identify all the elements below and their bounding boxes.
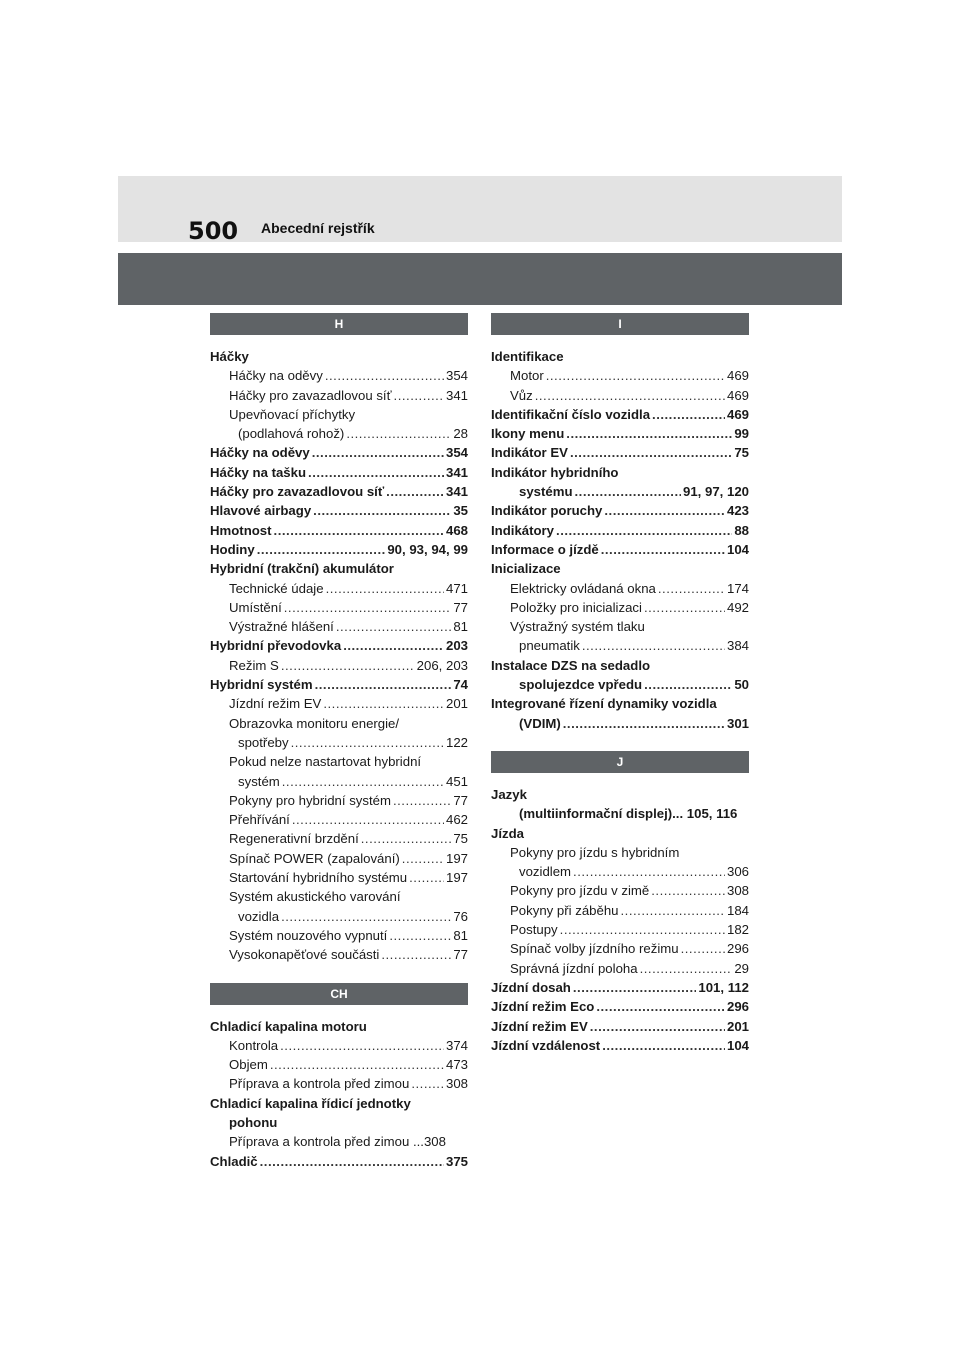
index-entry-page: 77 xyxy=(453,792,468,808)
index-entry-label: pneumatik xyxy=(519,638,580,654)
index-entry-page: 296 xyxy=(726,941,749,957)
index-entry-page: 306 xyxy=(726,864,749,880)
index-entry xyxy=(210,443,468,462)
index-entry xyxy=(491,959,749,978)
index-entry xyxy=(210,829,468,848)
index-entry-label: Položky pro inicializaci xyxy=(510,599,642,615)
dot-leader xyxy=(389,926,451,945)
dot-leader xyxy=(292,810,444,829)
index-entry-label: Identifikační číslo vozidla xyxy=(491,406,651,422)
index-entry-label: vozidlem xyxy=(519,864,572,880)
index-entry-page: 375 xyxy=(445,1153,468,1169)
index-entry-label: Chladič xyxy=(210,1153,258,1169)
index-entry-page: 354 xyxy=(445,368,468,384)
index-entry xyxy=(491,939,749,958)
dot-leader xyxy=(652,405,725,424)
index-entry-page: 301 xyxy=(726,715,749,731)
index-entry xyxy=(491,482,749,501)
index-entry-label: Technické údaje xyxy=(229,580,324,596)
index-entry-label: spotřeby xyxy=(238,734,289,750)
index-entry-page: 50 xyxy=(734,677,749,693)
index-entry xyxy=(491,366,749,385)
index-entry xyxy=(210,752,468,771)
index-entry xyxy=(491,617,749,636)
index-entry-label: (multiinformační displej)... 105, 116 xyxy=(519,806,738,822)
index-entry xyxy=(491,598,749,617)
dot-leader xyxy=(566,424,732,443)
index-entry-label: Vůz xyxy=(510,387,533,403)
dot-leader xyxy=(601,540,725,559)
dot-leader xyxy=(386,482,444,501)
dot-leader xyxy=(326,579,444,598)
index-entry-label: Chladicí kapalina řídicí jednotky xyxy=(210,1095,411,1111)
index-entry-list xyxy=(210,1017,468,1171)
index-entry xyxy=(210,617,468,636)
dot-leader xyxy=(291,733,444,752)
index-entry-label: Integrované řízení dynamiky vozidla xyxy=(491,696,717,712)
index-entry-page: 197 xyxy=(445,870,468,886)
index-entry xyxy=(210,1017,468,1036)
index-entry-page: 182 xyxy=(726,922,749,938)
index-entry-page: 74 xyxy=(453,677,468,693)
index-entry xyxy=(210,424,468,443)
index-entry xyxy=(491,1036,749,1055)
index-column-right xyxy=(491,313,749,1055)
index-entry xyxy=(210,849,468,868)
index-entry-page: 473 xyxy=(445,1057,468,1073)
index-entry-label: (podlahová rohož) xyxy=(238,426,345,442)
index-entry-page: 296 xyxy=(726,999,749,1015)
index-entry-page: 75 xyxy=(453,831,468,847)
dot-leader xyxy=(402,849,444,868)
index-entry xyxy=(491,540,749,559)
dot-leader xyxy=(563,714,725,733)
index-entry xyxy=(491,579,749,598)
index-entry-label: Pokyny při záběhu xyxy=(510,902,619,918)
index-entry xyxy=(491,862,749,881)
index-entry-label: Indikátor hybridního xyxy=(491,464,619,480)
index-entry-label: Háčky pro zavazadlovou síť xyxy=(210,484,385,500)
index-entry-label: Hmotnost xyxy=(210,522,272,538)
dot-leader xyxy=(325,366,444,385)
dot-leader xyxy=(621,901,725,920)
index-entry-label: Inicializace xyxy=(491,561,561,577)
index-entry-page: 101, 112 xyxy=(698,979,749,995)
index-entry-page: 374 xyxy=(445,1037,468,1053)
index-entry-label: Systém nouzového vypnutí xyxy=(229,927,388,943)
index-entry-label: Jazyk xyxy=(491,786,527,802)
index-entry-page: 451 xyxy=(445,773,468,789)
index-entry-page: 469 xyxy=(726,368,749,384)
index-entry xyxy=(210,540,468,559)
index-entry-label: Informace o jízdě xyxy=(491,541,599,557)
index-entry-page: 354 xyxy=(445,445,468,461)
index-entry-label: Háčky na oděvy xyxy=(229,368,323,384)
dot-leader xyxy=(284,598,452,617)
dot-leader xyxy=(575,482,681,501)
index-entry-page: 462 xyxy=(445,812,468,828)
index-entry-label: Motor xyxy=(510,368,544,384)
index-entry-page: 201 xyxy=(445,696,468,712)
index-entry-page: 492 xyxy=(726,599,749,615)
index-entry-label: Hybridní (trakční) akumulátor xyxy=(210,561,394,577)
index-entry xyxy=(491,405,749,424)
index-entry-label: Výstražný systém tlaku xyxy=(510,619,645,635)
index-entry-page: 341 xyxy=(445,464,468,480)
dot-leader xyxy=(604,501,725,520)
index-entry-page: 99 xyxy=(734,426,749,442)
dot-leader xyxy=(308,463,444,482)
index-entry xyxy=(210,1152,468,1171)
dot-leader xyxy=(573,978,697,997)
dot-leader xyxy=(336,617,452,636)
index-entry-label: Jízdní režim EV xyxy=(491,1018,588,1034)
section-letter-bar: CH xyxy=(210,983,468,1005)
index-entry-page: 206, 203 xyxy=(416,657,468,673)
dot-leader xyxy=(651,881,725,900)
index-entry-label: Hodiny xyxy=(210,541,255,557)
dot-leader xyxy=(270,1055,444,1074)
index-entry-label: Pokud nelze nastartovat hybridní xyxy=(229,754,422,770)
index-column-left xyxy=(210,313,468,1171)
index-entry-label: Startování hybridního systému xyxy=(229,870,408,886)
index-entry xyxy=(210,463,468,482)
index-entry xyxy=(210,733,468,752)
index-entry xyxy=(491,386,749,405)
index-entry-page: 201 xyxy=(726,1018,749,1034)
index-entry xyxy=(210,1094,468,1113)
dot-leader xyxy=(658,579,725,598)
index-entry-page: 88 xyxy=(734,522,749,538)
dot-leader xyxy=(280,1036,444,1055)
index-entry xyxy=(491,824,749,843)
index-entry xyxy=(491,424,749,443)
index-entry-label: Indikátor EV xyxy=(491,445,568,461)
index-entry xyxy=(491,901,749,920)
index-entry-page: 29 xyxy=(734,960,749,976)
dot-leader xyxy=(560,920,725,939)
index-entry-list xyxy=(491,785,749,1055)
index-entry-page: 468 xyxy=(445,522,468,538)
index-entry-list xyxy=(210,347,468,965)
index-entry-label: Ikony menu xyxy=(491,426,565,442)
index-entry-page: 341 xyxy=(445,387,468,403)
index-entry-label: systému xyxy=(519,484,573,500)
index-entry-page: 384 xyxy=(726,638,749,654)
index-entry xyxy=(491,501,749,520)
index-entry xyxy=(210,1113,468,1132)
index-entry xyxy=(210,907,468,926)
index-entry-label: Regenerativní brzdění xyxy=(229,831,359,847)
dot-leader xyxy=(346,424,451,443)
index-entry-label: Hybridní převodovka xyxy=(210,638,342,654)
index-entry-label: (VDIM) xyxy=(519,715,561,731)
index-entry xyxy=(491,347,749,366)
index-entry-label: Jízda xyxy=(491,825,524,841)
page-section-title: Abecední rejstřík xyxy=(261,220,375,236)
index-entry xyxy=(210,1132,468,1151)
index-entry-label: Háčky xyxy=(210,349,249,364)
dot-leader xyxy=(281,907,451,926)
index-entry-label: Jízdní dosah xyxy=(491,979,571,995)
index-entry-label: Režim S xyxy=(229,657,279,673)
index-entry-page: 28 xyxy=(453,426,468,442)
index-entry-label: Háčky na tašku xyxy=(210,464,307,480)
index-entry-page: 308 xyxy=(445,1076,468,1092)
dot-leader xyxy=(582,636,725,655)
dot-leader xyxy=(644,675,732,694)
dot-leader xyxy=(257,540,386,559)
index-entry-label: systém xyxy=(238,773,280,789)
index-entry-label: Spínač volby jízdního režimu xyxy=(510,941,679,957)
index-entry-page: 77 xyxy=(453,599,468,615)
index-entry-label: Háčky pro zavazadlovou síť xyxy=(229,387,392,403)
index-entry-page: 308 xyxy=(726,883,749,899)
dot-leader xyxy=(411,1074,444,1093)
index-entry-label: Kontrola xyxy=(229,1037,279,1053)
index-entry-page: 423 xyxy=(726,503,749,519)
index-entry-page: 469 xyxy=(726,406,749,422)
index-entry xyxy=(210,810,468,829)
index-entry xyxy=(210,521,468,540)
dot-leader xyxy=(644,598,725,617)
index-entry xyxy=(210,945,468,964)
index-entry-page: 197 xyxy=(445,850,468,866)
index-entry xyxy=(491,694,749,713)
index-entry xyxy=(210,366,468,385)
dot-leader xyxy=(535,386,725,405)
dot-leader xyxy=(681,939,725,958)
section-letter-bar: I xyxy=(491,313,749,335)
dot-leader xyxy=(260,1152,444,1171)
page-number: 500 xyxy=(188,217,239,245)
dot-leader xyxy=(556,521,732,540)
index-entry xyxy=(491,881,749,900)
index-entry xyxy=(210,675,468,694)
dot-leader xyxy=(343,636,444,655)
dot-leader xyxy=(312,443,444,462)
index-entry xyxy=(210,405,468,424)
header-band xyxy=(118,253,842,305)
dot-leader xyxy=(602,1036,725,1055)
index-entry-label: Příprava a kontrola před zimou ...308 xyxy=(229,1134,446,1150)
dot-leader xyxy=(315,675,452,694)
dot-leader xyxy=(573,862,725,881)
index-entry-label: Identifikace xyxy=(491,349,564,364)
index-entry xyxy=(210,1055,468,1074)
index-entry xyxy=(491,1017,749,1036)
index-entry-page: 104 xyxy=(726,541,749,557)
index-entry xyxy=(210,694,468,713)
index-entry xyxy=(210,868,468,887)
index-entry xyxy=(491,636,749,655)
dot-leader xyxy=(393,791,451,810)
dot-leader xyxy=(274,521,444,540)
index-entry-label: spolujezdce vpředu xyxy=(519,677,643,693)
index-entry xyxy=(491,920,749,939)
index-entry-label: Vysokonapěťové součásti xyxy=(229,947,380,963)
index-entry xyxy=(210,926,468,945)
index-entry-label: Systém akustického varování xyxy=(229,889,401,905)
page-header xyxy=(118,176,842,245)
index-entry-label: Příprava a kontrola před zimou xyxy=(229,1076,410,1092)
index-entry-page: 122 xyxy=(445,734,468,750)
index-entry xyxy=(210,559,468,578)
index-entry xyxy=(210,501,468,520)
index-entry-label: Indikátory xyxy=(491,522,555,538)
dot-leader xyxy=(640,959,733,978)
index-entry-label: Pokyny pro jízdu s hybridním xyxy=(510,844,680,860)
index-entry-label: Pokyny pro hybridní systém xyxy=(229,792,391,808)
index-entry xyxy=(491,443,749,462)
index-entry-label: Objem xyxy=(229,1057,268,1073)
index-entry-label: Umístění xyxy=(229,599,282,615)
dot-leader xyxy=(409,868,444,887)
index-entry-label: Instalace DZS na sedadlo xyxy=(491,657,651,673)
index-entry-label: Jízdní režim Eco xyxy=(491,999,595,1015)
index-entry xyxy=(210,791,468,810)
index-entry xyxy=(491,559,749,578)
dot-leader xyxy=(394,386,444,405)
dot-leader xyxy=(323,694,444,713)
index-entry-label: Hlavové airbagy xyxy=(210,503,312,519)
index-entry xyxy=(491,463,749,482)
index-entry xyxy=(491,785,749,804)
index-entry-page: 184 xyxy=(726,902,749,918)
index-entry xyxy=(210,347,468,366)
index-entry-label: Výstražné hlášení xyxy=(229,619,334,635)
index-entry xyxy=(491,843,749,862)
index-entry-label: Pokyny pro jízdu v zimě xyxy=(510,883,650,899)
index-entry-page: 81 xyxy=(453,927,468,943)
index-entry-list xyxy=(491,347,749,733)
index-entry-label: pohonu xyxy=(229,1114,278,1130)
index-entry-label: Chladicí kapalina motoru xyxy=(210,1018,367,1034)
index-entry xyxy=(491,521,749,540)
dot-leader xyxy=(281,656,415,675)
index-entry-page: 91, 97, 120 xyxy=(683,484,749,500)
index-entry-label: Spínač POWER (zapalování) xyxy=(229,850,400,866)
index-entry-label: Jízdní režim EV xyxy=(229,696,322,712)
index-entry xyxy=(210,1074,468,1093)
index-entry xyxy=(210,579,468,598)
section-letter-bar: H xyxy=(210,313,468,335)
dot-leader xyxy=(282,772,444,791)
index-entry xyxy=(491,714,749,733)
index-entry xyxy=(491,978,749,997)
dot-leader xyxy=(381,945,451,964)
dot-leader xyxy=(361,829,452,848)
index-entry-page: 90, 93, 94, 99 xyxy=(387,541,468,557)
index-entry-label: Háčky na oděvy xyxy=(210,445,310,461)
index-entry-page: 174 xyxy=(726,580,749,596)
index-entry-page: 203 xyxy=(445,638,468,654)
index-entry-page: 76 xyxy=(453,908,468,924)
index-entry xyxy=(210,887,468,906)
index-entry xyxy=(210,386,468,405)
index-entry xyxy=(491,675,749,694)
index-entry-label: Jízdní vzdálenost xyxy=(491,1037,601,1053)
dot-leader xyxy=(313,501,451,520)
index-entry xyxy=(210,482,468,501)
section-letter-bar: J xyxy=(491,751,749,773)
index-entry-label: Elektricky ovládaná okna xyxy=(510,580,656,596)
index-entry xyxy=(210,636,468,655)
index-entry-label: vozidla xyxy=(238,908,280,924)
index-entry-label: Upevňovací příchytky xyxy=(229,406,356,422)
index-entry xyxy=(210,714,468,733)
index-entry xyxy=(491,804,749,823)
dot-leader xyxy=(596,997,725,1016)
index-entry-page: 471 xyxy=(445,580,468,596)
index-entry xyxy=(491,656,749,675)
index-entry-page: 77 xyxy=(453,947,468,963)
index-entry-page: 81 xyxy=(453,619,468,635)
index-entry xyxy=(491,997,749,1016)
index-entry xyxy=(210,1036,468,1055)
index-entry-page: 469 xyxy=(726,387,749,403)
index-entry-label: Obrazovka monitoru energie/ xyxy=(229,715,400,731)
index-entry-label: Přehřívání xyxy=(229,812,290,828)
index-entry-label: Hybridní systém xyxy=(210,677,313,693)
index-entry-page: 75 xyxy=(734,445,749,461)
index-entry xyxy=(210,656,468,675)
dot-leader xyxy=(590,1017,725,1036)
dot-leader xyxy=(570,443,732,462)
index-entry xyxy=(210,598,468,617)
index-entry xyxy=(210,772,468,791)
index-entry-page: 341 xyxy=(445,484,468,500)
dot-leader xyxy=(546,366,725,385)
index-entry-page: 35 xyxy=(453,503,468,519)
index-entry-label: Postupy xyxy=(510,922,558,938)
index-entry-page: 104 xyxy=(726,1037,749,1053)
index-entry-label: Indikátor poruchy xyxy=(491,503,603,519)
index-entry-label: Správná jízdní poloha xyxy=(510,960,638,976)
